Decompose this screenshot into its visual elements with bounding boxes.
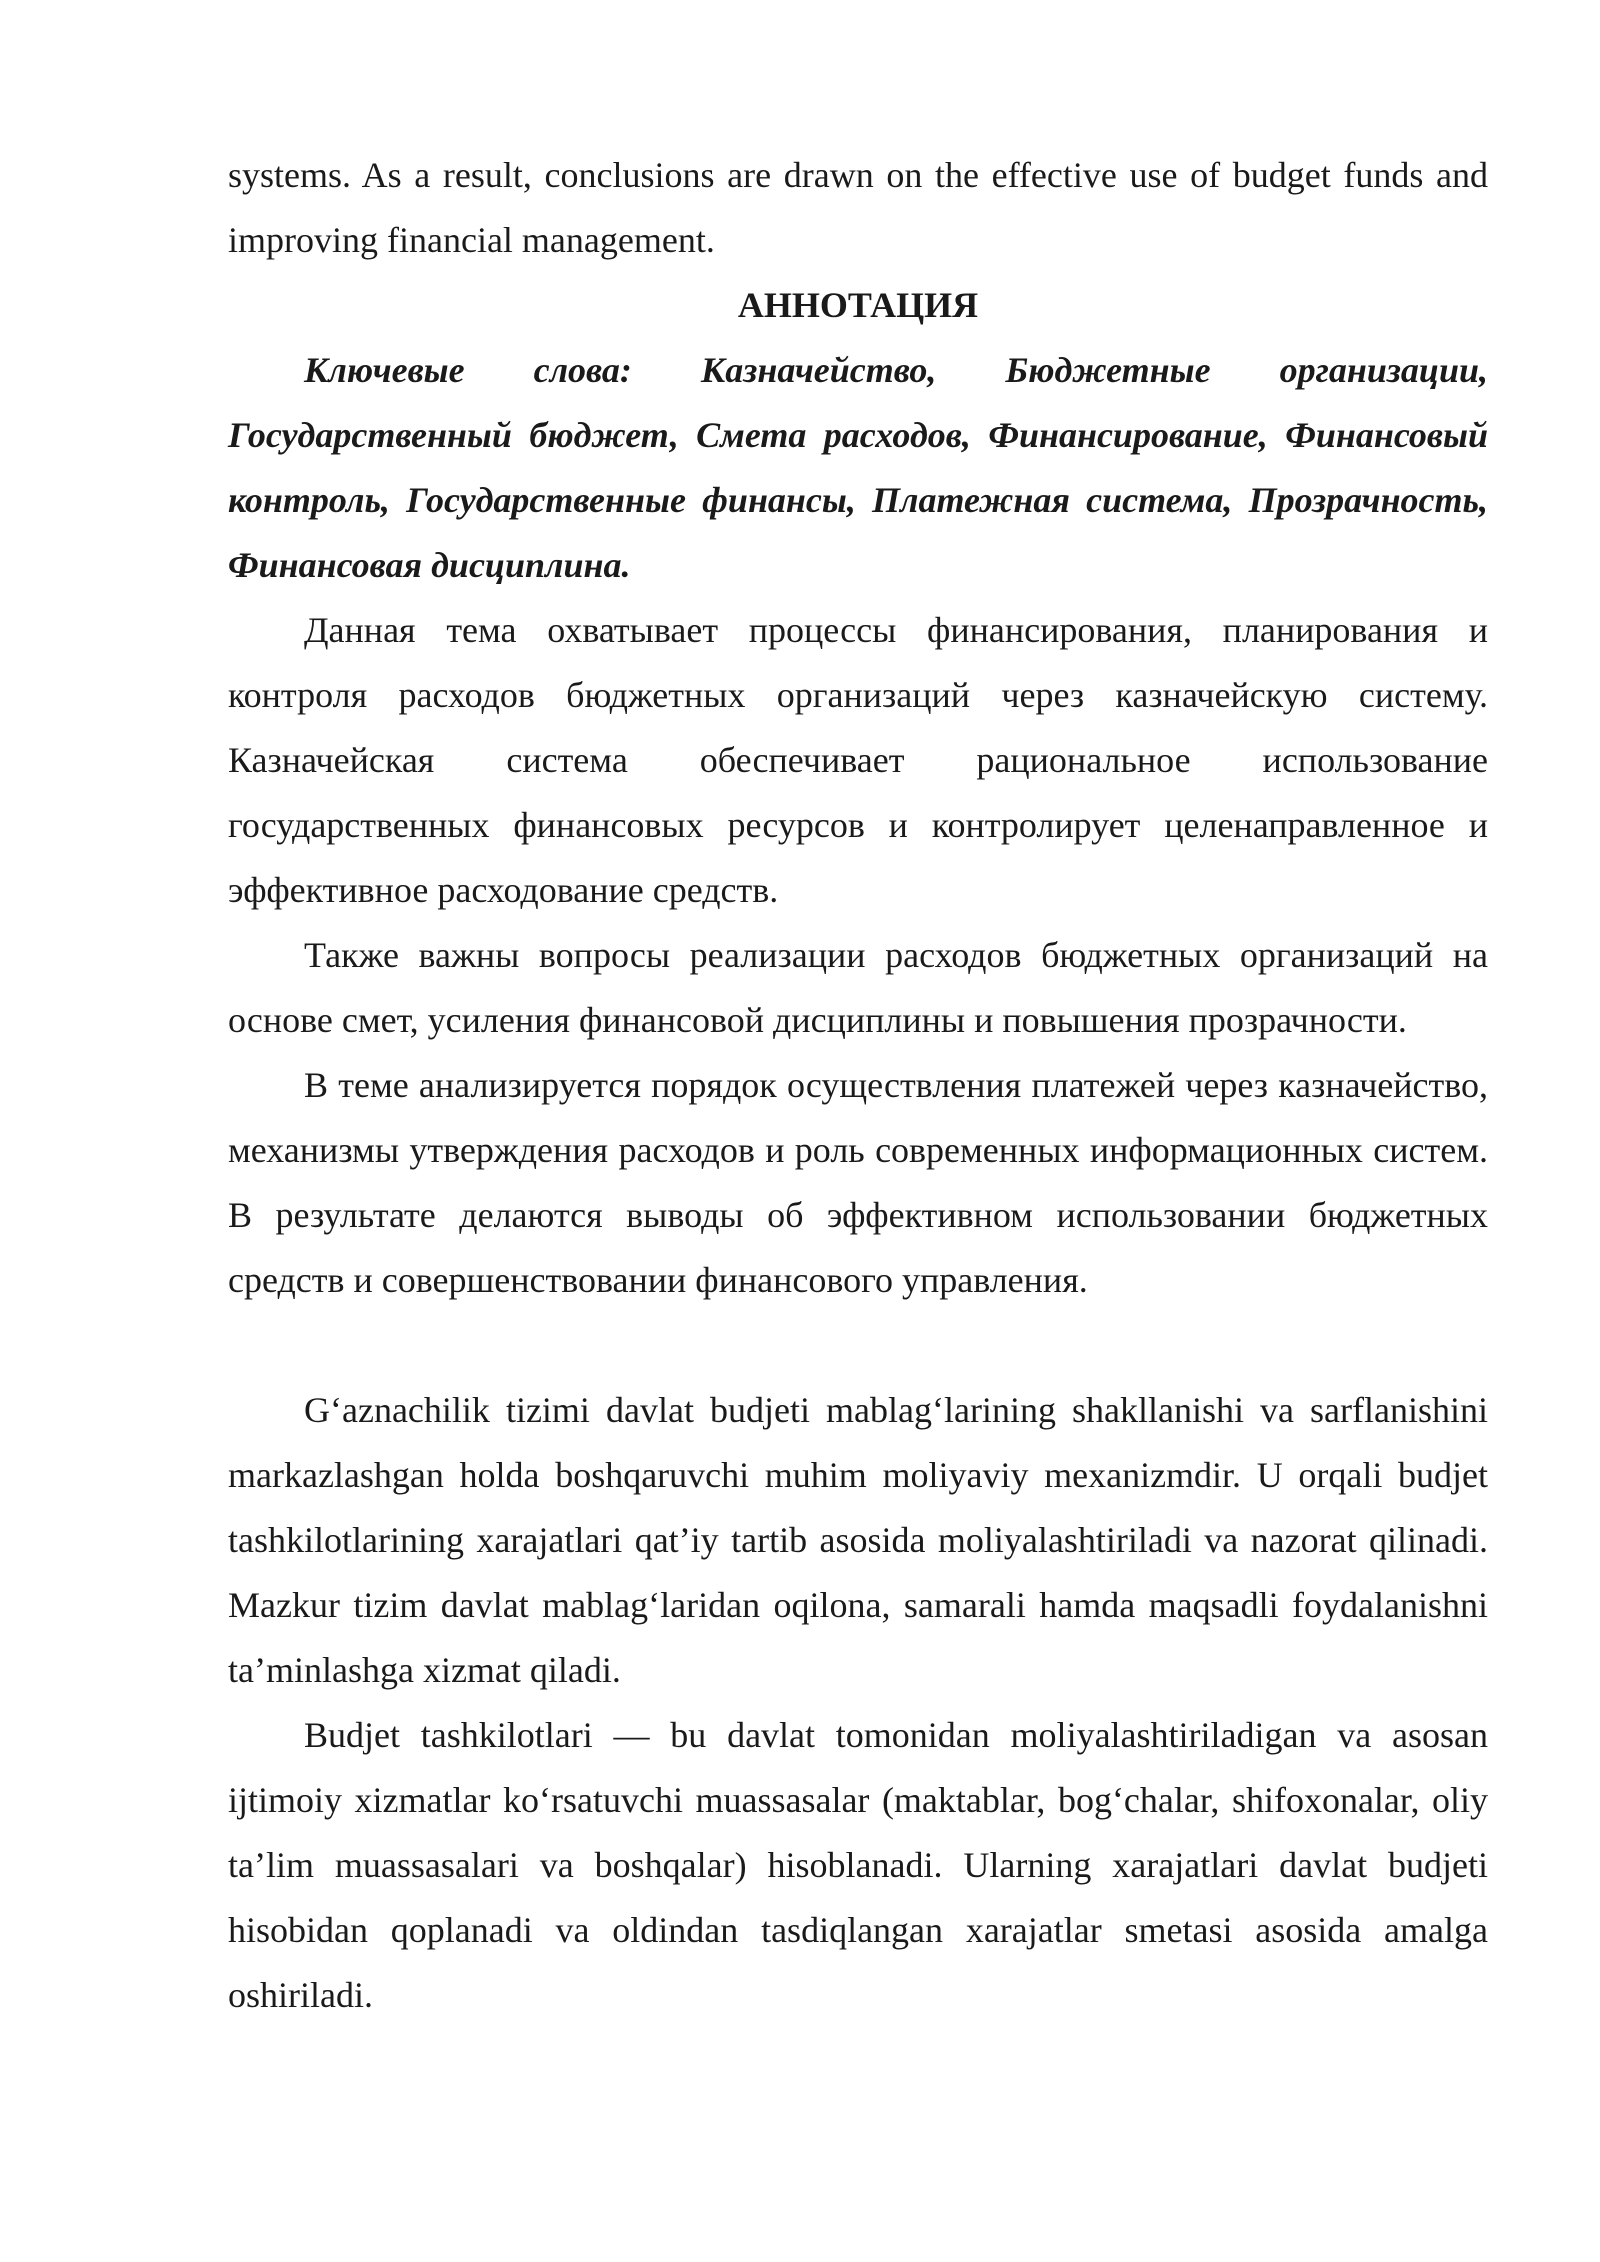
section-spacer	[228, 1313, 1488, 1378]
uz-paragraph-2: Budjet tashkilotlari — bu davlat tomonidan moliyalashtiriladigan va asosan ijtimoiy xizmatlar ko‘rsatuvchi muassasalar (maktablar, bog‘chalar, shifoxonalar, oliy ta’lim muassasalari va boshqalar) hisoblanadi. Ularning xarajatlari davlat budjeti hisobidan qoplanadi va oldindan tasdiqlangan xarajatlar smetasi asosida amalga oshiriladi.	[228, 1715, 1488, 2015]
keywords-paragraph: Ключевые слова: Казначейство, Бюджетные организации, Государственный бюджет, Смета расходов, Финансирование, Финансовый контроль, Государственные финансы, Платежная система, Прозрачность, Финансовая дисциплина.	[228, 350, 1488, 585]
ru-paragraph-2: Также важны вопросы реализации расходов бюджетных организаций на основе смет, усиления финансовой дисциплины и повышения прозрачности.	[228, 935, 1488, 1040]
ru-paragraph-1: Данная тема охватывает процессы финансирования, планирования и контроля расходов бюджетных организаций через казначейскую систему. Казначейская система обеспечивает рациональное использование государственных финансовых ресурсов и контролирует целенаправленное и эффективное расходование средств.	[228, 610, 1488, 910]
annotation-heading: АННОТАЦИЯ	[737, 285, 979, 325]
ru-paragraph-3: В теме анализируется порядок осуществления платежей через казначейство, механизмы утверждения расходов и роль современных информационных систем. В результате делаются выводы об эффективном использовании бюджетных средств и совершенствовании финансового управления.	[228, 1065, 1488, 1300]
document-page	[228, 143, 1488, 2028]
uz-paragraph-1: G‘aznachilik tizimi davlat budjeti mablag‘larining shakllanishi va sarflanishini markazlashgan holda boshqaruvchi muhim moliyaviy mexanizmdir. U orqali budjet tashkilotlarining xarajatlari qat’iy tartib asosida moliyalashtiriladi va nazorat qilinadi. Mazkur tizim davlat mablag‘laridan oqilona, samarali hamda maqsadli foydalanishni ta’minlashga xizmat qiladi.	[228, 1390, 1488, 1690]
continuation-paragraph: systems. As a result, conclusions are drawn on the effective use of budget funds and improving financial management.	[228, 155, 1488, 260]
